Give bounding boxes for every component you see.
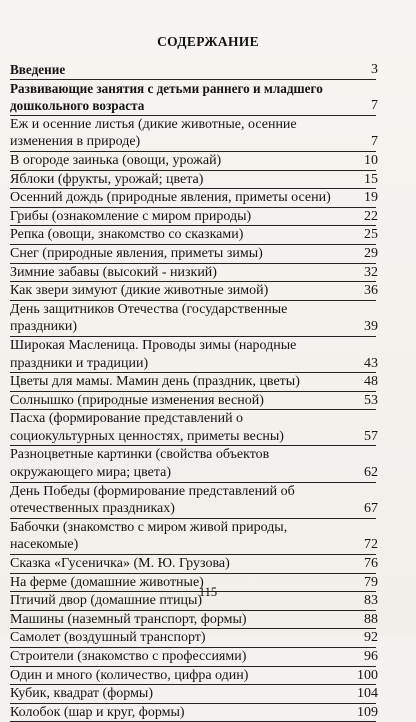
- toc-entry-page: 72: [364, 537, 378, 553]
- toc-entry: [10, 629, 376, 648]
- toc-entry-title: Введение: [10, 62, 66, 77]
- toc-entry-page: 3: [371, 62, 378, 77]
- toc-entry: [10, 373, 376, 392]
- toc-entry-title: День Победы (формирование представлений об отечественных праздниках): [10, 483, 295, 517]
- toc-entry: [10, 116, 376, 152]
- toc-entry-title: Один и много (количество, цифра один): [10, 667, 249, 683]
- toc-entry: [10, 61, 376, 80]
- toc-entry-page: 39: [364, 319, 378, 335]
- toc-entry-page: 79: [364, 574, 378, 590]
- toc-entry-page: 53: [364, 392, 378, 408]
- toc-entry-title: Грибы (ознакомление с миром природы): [10, 208, 252, 224]
- toc-entry-page: 76: [364, 556, 378, 572]
- toc-entry-title: Бабочки (знакомство с миром живой природы, насекомые): [10, 519, 288, 553]
- toc-entry-title: Цветы для мамы. Мамин день (праздник, цветы): [10, 374, 300, 390]
- toc-entry-title: Широкая Масленица. Проводы зимы (народные праздники и традиции): [10, 337, 297, 371]
- toc-entry-title: Развивающие занятия с детьми раннего и младшего дошкольного возраста: [10, 80, 323, 114]
- toc-entry-title: Машины (наземный транспорт, формы): [10, 611, 247, 627]
- toc-entry-page: 25: [364, 227, 378, 243]
- toc-entry-title: Осенний дождь (природные явления, приметы осени): [10, 190, 331, 206]
- toc-entry: [10, 410, 376, 446]
- toc-entry-page: 7: [371, 134, 378, 150]
- toc-entry: [10, 152, 376, 171]
- toc-entry: [10, 264, 376, 283]
- toc-entry-title: Зимние забавы (высокий - низкий): [10, 264, 217, 280]
- toc-entry-page: 96: [364, 649, 378, 664]
- toc-entry: [10, 685, 376, 704]
- toc-entry-title: День защитников Отечества (государственные праздники): [10, 301, 288, 335]
- toc-entry-page: 48: [364, 374, 378, 390]
- toc-entry-page: 19: [364, 190, 378, 206]
- toc-entry-page: 22: [364, 208, 378, 224]
- toc-entry-title: Снег (природные явления, приметы зимы): [10, 245, 263, 261]
- toc-entry-page: 32: [364, 264, 378, 280]
- toc-entry: [10, 483, 376, 519]
- toc-entry-page: 57: [364, 428, 378, 444]
- toc-entry-title: Кубик, квадрат (формы): [10, 686, 154, 702]
- toc-entry-title: На ферме (домашние животные): [10, 574, 204, 590]
- toc-entry-page: 15: [364, 171, 378, 187]
- toc-entry: [10, 337, 376, 373]
- toc-entry: [10, 208, 376, 227]
- page-title: СОДЕРЖАНИЕ: [157, 34, 259, 49]
- toc-entry-title: Еж и осенние листья (дикие животные, осенние изменения в природе): [10, 116, 297, 150]
- toc-entry-title: В огороде заинька (овощи, урожай): [10, 152, 222, 168]
- toc-entry: [10, 80, 376, 116]
- toc-entry: [10, 171, 376, 190]
- toc-entry: [10, 189, 376, 208]
- toc-entry: [10, 611, 376, 630]
- toc-entry: [10, 392, 376, 411]
- toc-entry-title: Пасха (формирование представлений о социокультурных ценностях, приметы весны): [10, 411, 284, 444]
- toc-entry-title: Самолет (воздушный транспорт): [10, 630, 206, 646]
- toc-entry-title: Как звери зимуют (дикие животные зимой): [10, 283, 269, 299]
- toc-entry-page: 92: [364, 630, 378, 646]
- toc-entry-title: Яблоки (фрукты, урожай; цвета): [10, 171, 204, 187]
- toc-entry-title: Репка (овощи, знакомство со сказками): [10, 227, 244, 243]
- toc-entry-page: 43: [364, 355, 378, 371]
- toc-entry: [10, 446, 376, 482]
- toc-entry: [10, 555, 376, 574]
- toc-entry-title: Сказка «Гусеничка» (М. Ю. Грузова): [10, 556, 230, 572]
- toc-entry-page: 109: [357, 704, 378, 720]
- toc-entry: [10, 282, 376, 301]
- toc-entry-page: 83: [364, 593, 378, 609]
- table-of-contents: [10, 61, 376, 722]
- toc-entry: [10, 245, 376, 264]
- toc-entry-title: Колобок (шар и круг, формы): [10, 704, 185, 720]
- toc-entry-title: Строители (знакомство с профессиями): [10, 649, 247, 664]
- toc-entry-title: Солнышко (природные изменения весной): [10, 392, 264, 408]
- toc-entry: [10, 301, 376, 337]
- toc-entry-page: 62: [364, 465, 378, 481]
- toc-entry-page: 88: [364, 611, 378, 627]
- toc-entry-title: Птичий двор (домашние птицы): [10, 593, 203, 609]
- toc-entry: [10, 667, 376, 686]
- toc-entry-page: 10: [364, 152, 378, 168]
- toc-entry-page: 7: [371, 98, 378, 114]
- page-number: 115: [198, 585, 218, 599]
- toc-entry-page: 36: [364, 283, 378, 299]
- toc-entry-page: 100: [357, 667, 378, 683]
- toc-entry-page: 67: [364, 501, 378, 517]
- toc-entry-page: 29: [364, 245, 378, 261]
- toc-entry-page: 104: [357, 686, 378, 702]
- toc-entry: [10, 704, 376, 722]
- toc-entry-title: Разноцветные картинки (свойства объектов окружающего мира; цвета): [10, 447, 270, 481]
- toc-entry: [10, 226, 376, 245]
- toc-entry: [10, 519, 376, 555]
- toc-entry: [10, 648, 376, 667]
